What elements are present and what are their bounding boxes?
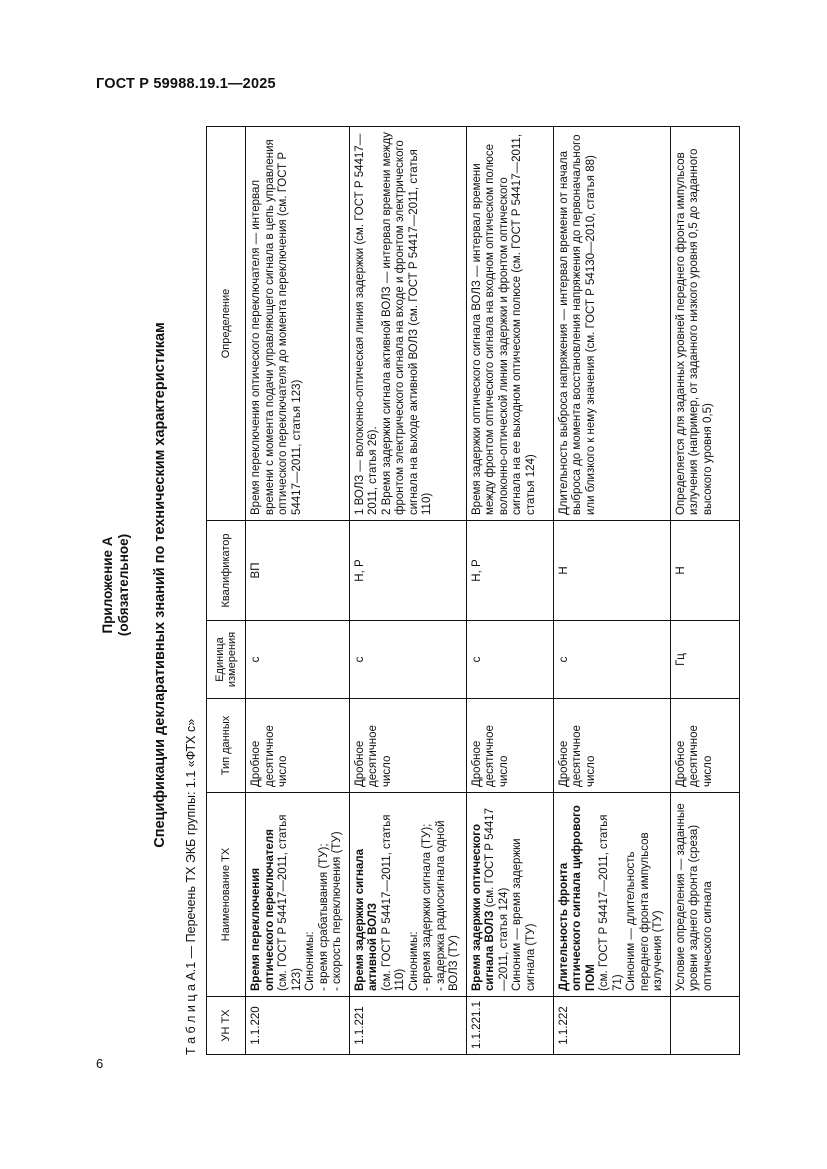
table-row: [466, 127, 553, 1055]
row-qualifier: Н, Р: [349, 521, 466, 621]
row-synonym: Синоним — длительность переднего фронта импульсов излучения (ТУ): [625, 832, 664, 991]
row-id: 1.1.221.1: [466, 997, 553, 1055]
appendix-status: (обязательное): [116, 533, 131, 637]
row-name-ref: (см. ГОСТ Р 54417—2011, статья 110): [380, 814, 406, 991]
table-caption: Т а б л и ц а А.1 — Перечень ТХ ЭКБ группы: 1.1 «ФТХ с»: [184, 718, 198, 1055]
row-synonym: - задержка радиосигнала одной ВОЛЗ (ТУ): [434, 820, 460, 991]
row-unit: с: [466, 621, 553, 699]
row-name-ref: (см. ГОСТ Р 54417—2011, статья 123): [277, 814, 303, 991]
row-synonym: - скорость переключения (ТУ): [331, 831, 343, 991]
table-row: [246, 127, 350, 1055]
row-id: [670, 997, 739, 1055]
row-qualifier: Н: [553, 521, 670, 621]
col-header-type: Тип данных: [207, 699, 246, 793]
row-name: [466, 793, 553, 997]
row-definition: Определяется для заданных уровней переднего фронта импульсов излучения (например, от заданного низкого уровня 0,5 до заданного высокого уровня 0,5): [670, 127, 739, 521]
row-definition: Время переключения оптического переключателя — интервал времени с момента подачи управляющего сигнала в цепь управления оптического переключателя до момента переключения (см. ГОСТ Р 54417—2011, статья 123): [246, 127, 350, 521]
col-header-name: Наименование ТХ: [207, 793, 246, 997]
row-unit: с: [349, 621, 466, 699]
row-unit: Гц: [670, 621, 739, 699]
col-header-unit: Единица измерения: [207, 621, 246, 699]
row-type: Дробное десятичное число: [349, 699, 466, 793]
spec-title: Спецификации декларативных знаний по техническим характеристикам: [152, 322, 168, 848]
page-number: 6: [96, 1056, 104, 1071]
col-header-id: УН ТХ: [207, 997, 246, 1055]
row-type: Дробное десятичное число: [246, 699, 350, 793]
appendix-heading: [100, 115, 132, 1055]
col-header-qualifier: Квалификатор: [207, 521, 246, 621]
row-definition: [349, 127, 466, 521]
row-type: Дробное десятичное число: [670, 699, 739, 793]
row-name-ref: (см. ГОСТ Р 54417—2011, статья 124): [484, 807, 510, 991]
row-name: [349, 793, 466, 997]
row-id: 1.1.221: [349, 997, 466, 1055]
row-name-bold: Длительность фронта оптического сигнала цифрового ПОМ: [557, 805, 597, 991]
spec-table: [206, 126, 740, 1055]
row-qualifier: Н: [670, 521, 739, 621]
row-synonym: Синоним — время задержки сигнала (ТУ): [511, 838, 537, 991]
row-qualifier: ВП: [246, 521, 350, 621]
definition-line: 1 ВОЛЗ — волоконно-оптическая линия задержки (см. ГОСТ Р 54417—2011, статья 26).: [353, 133, 379, 515]
col-header-definition: Определение: [207, 127, 246, 521]
rotated-content: [96, 115, 714, 1055]
definition-line: 2 Время задержки сигнала активной ВОЛЗ — интервал времени между фронтом электрического сигнала на входе и фронтом электрического сигнала на выходе активной ВОЛЗ (см. ГОСТ Р 54417—2011, статья 110): [380, 131, 433, 515]
table-row: [670, 127, 739, 1055]
row-name-ref: (см. ГОСТ Р 54417—2011, статья 71): [598, 814, 624, 991]
row-type: Дробное десятичное число: [553, 699, 670, 793]
row-unit: с: [553, 621, 670, 699]
table-header-row: [207, 127, 246, 1055]
row-id: 1.1.220: [246, 997, 350, 1055]
row-definition: Время задержки оптического сигнала ВОЛЗ — интервал времени между фронтом оптического сигнала на входном оптическом полюсе волоконно-оптической линии задержки и фронтом оптического сигнала на ее выходном оптическом полюсе (см. ГОСТ Р 54417—2011, статья 124): [466, 127, 553, 521]
row-synonym: Синонимы:: [407, 931, 420, 991]
row-name: [246, 793, 350, 997]
row-name: Условие определения — заданные уровни заднего фронта (среза) оптического сигнала: [670, 793, 739, 997]
row-qualifier: Н, Р: [466, 521, 553, 621]
document-code: ГОСТ Р 59988.19.1—2025: [96, 76, 276, 92]
row-name-bold: Время переключения оптического переключателя: [250, 829, 276, 991]
appendix-title: Приложение А: [100, 536, 115, 634]
row-name-bold: Время задержки сигнала активной ВОЛЗ: [353, 849, 379, 991]
row-definition: Длительность выброса напряжения — интервал времени от начала выброса до момента восстановления напряжения до первоначального или близкого к нему значения (см. ГОСТ Р 54130—2010, статья 88): [553, 127, 670, 521]
table-row: [553, 127, 670, 1055]
row-name: [553, 793, 670, 997]
table-row: [349, 127, 466, 1055]
row-name-bold: Время задержки оптического сигнала ВОЛЗ: [470, 824, 496, 991]
row-synonym: - время срабатывания (ТУ);: [317, 843, 330, 991]
row-unit: с: [246, 621, 350, 699]
row-type: Дробное десятичное число: [466, 699, 553, 793]
row-synonym: Синонимы:: [304, 931, 316, 991]
row-id: 1.1.222: [553, 997, 670, 1055]
row-synonym: - время задержки сигнала (ТУ);: [421, 823, 433, 991]
